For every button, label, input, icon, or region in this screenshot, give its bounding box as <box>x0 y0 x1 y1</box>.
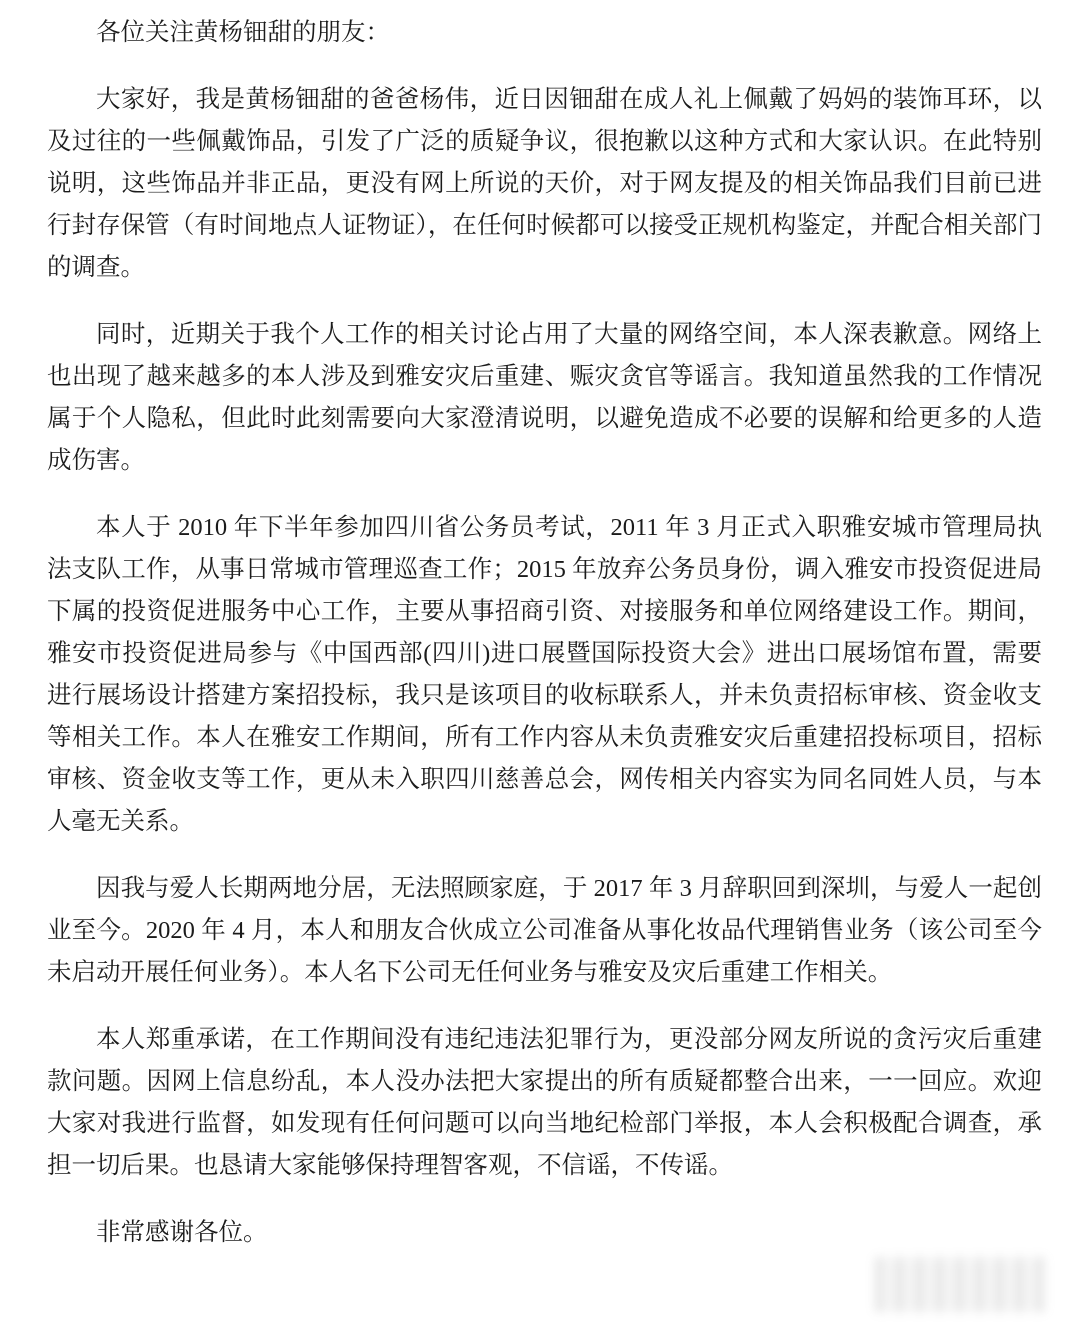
paragraph-work-history: 本人于 2010 年下半年参加四川省公务员考试，2011 年 3 月正式入职雅安城市管理局执法支队工作，从事日常城市管理巡查工作；2015 年放弃公务员身份，调入雅安市投资促进局下属的投资促进服务中心工作，主要从事招商引资、对接服务和单位网络建设工作。期间，雅安市投资促进局参与《中国西部(四川)进口展暨国际投资大会》进出口展场馆布置，需要进行展场设计搭建方案招投标，我只是该项目的收标联系人，并未负责招标审核、资金收支等相关工作。本人在雅安工作期间，所有工作内容从未负责雅安灾后重建招投标项目，招标审核、资金收支等工作，更从未入职四川慈善总会，网传相关内容实为同名同姓人员，与本人毫无关系。 <box>47 514 1042 835</box>
paragraph-rumor-apology: 同时，近期关于我个人工作的相关讨论占用了大量的网络空间，本人深表歉意。网络上也出现了越来越多的本人涉及到雅安灾后重建、赈灾贪官等谣言。我知道虽然我的工作情况属于个人隐私，但此时此刻需要向大家澄清说明，以避免造成不必要的误解和给更多的人造成伤害。 <box>47 321 1042 474</box>
paragraph-jewelry-clarification: 大家好，我是黄杨钿甜的爸爸杨伟，近日因钿甜在成人礼上佩戴了妈妈的装饰耳环，以及过往的一些佩戴饰品，引发了广泛的质疑争议，很抱歉以这种方式和大家认识。在此特别说明，这些饰品并非正品，更没有网上所说的天价，对于网友提及的相关饰品我们目前已进行封存保管（有时间地点人证物证），在任何时候都可以接受正规机构鉴定，并配合相关部门的调查。 <box>47 86 1042 281</box>
salutation-line: 各位关注黄杨钿甜的朋友： <box>96 19 390 46</box>
paragraph-pledge: 本人郑重承诺，在工作期间没有违纪违法犯罪行为，更没部分网友所说的贪污灾后重建款问题。因网上信息纷乱，本人没办法把大家提出的所有质疑都整合出来，一一回应。欢迎大家对我进行监督，如发现有任何问题可以向当地纪检部门举报，本人会积极配合调查，承担一切后果。也恳请大家能够保持理智客观，不信谣，不传谣。 <box>47 1026 1042 1179</box>
paragraph-resignation-business: 因我与爱人长期两地分居，无法照顾家庭，于 2017 年 3 月辞职回到深圳，与爱人一起创业至今。2020 年 4 月，本人和朋友合伙成立公司准备从事化妆品代理销售业务（该公司至今未启动开展任何业务）。本人名下公司无任何业务与雅安及灾后重建工作相关。 <box>47 875 1042 986</box>
closing-line: 非常感谢各位。 <box>96 1219 268 1246</box>
watermark-blur <box>875 1257 1045 1312</box>
